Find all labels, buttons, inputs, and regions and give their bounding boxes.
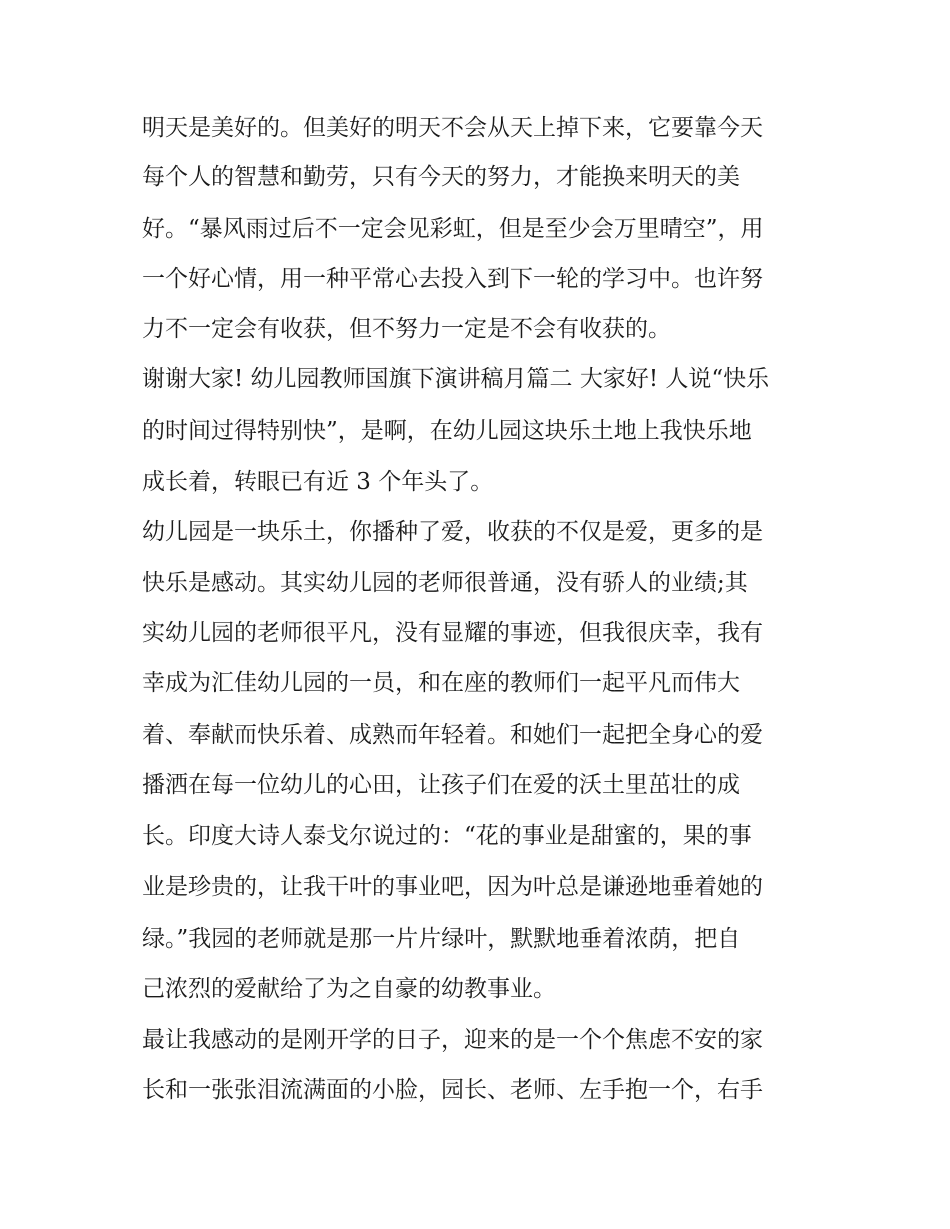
- text-line: 成长着，转眼已有近 3 个年头了。: [142, 469, 494, 495]
- text-line: 谢谢大家! 幼儿园教师国旗下演讲稿月篇二 大家好! 人说“快乐: [142, 366, 770, 392]
- text-line: 最让我感动的是刚开学的日子，迎来的是一个个焦虑不安的家: [142, 1027, 763, 1053]
- text-line: 力不一定会有收获，但不努力一定是不会有收获的。: [142, 316, 671, 342]
- text-line: 播洒在每一位幼儿的心田，让孩子们在爱的沃土里茁壮的成: [142, 772, 740, 798]
- text-line: 快乐是感动。其实幼儿园的老师很普通，没有骄人的业绩;其: [142, 570, 748, 596]
- text-line: 实幼儿园的老师很平凡，没有显耀的事迹，但我很庆幸，我有: [142, 620, 763, 646]
- text-line: 己浓烈的爱献给了为之自豪的幼教事业。: [142, 976, 556, 1002]
- text-line: 每个人的智慧和勤劳，只有今天的努力，才能换来明天的美: [142, 164, 740, 190]
- text-line: 一个好心情，用一种平常心去投入到下一轮的学习中。也许努: [142, 266, 763, 292]
- text-line: 业是珍贵的，让我干叶的事业吧，因为叶总是谦逊地垂着她的: [142, 874, 763, 900]
- text-line: 绿。”我园的老师就是那一片片绿叶，默默地垂着浓荫，把自: [142, 926, 741, 952]
- text-line: 幼儿园是一块乐土，你播种了爱，收获的不仅是爱，更多的是: [142, 519, 763, 545]
- text-line: 着、奉献而快乐着、成熟而年轻着。和她们一起把全身心的爱: [142, 722, 763, 748]
- text-line: 明天是美好的。但美好的明天不会从天上掉下来，它要靠今天: [142, 115, 763, 141]
- text-line: 长。印度大诗人泰戈尔说过的：“花的事业是甜蜜的，果的事: [142, 823, 752, 849]
- text-line: 的时间过得特别快”，是啊，在幼儿园这块乐土地上我快乐地: [142, 418, 752, 444]
- text-line: 好。“暴风雨过后不一定会见彩虹，但是至少会万里晴空”，用: [142, 216, 764, 242]
- text-line: 幸成为汇佳幼儿园的一员，和在座的教师们一起平凡而伟大: [142, 670, 740, 696]
- text-line: 长和一张张泪流满面的小脸，园长、老师、左手抱一个，右手: [142, 1077, 763, 1103]
